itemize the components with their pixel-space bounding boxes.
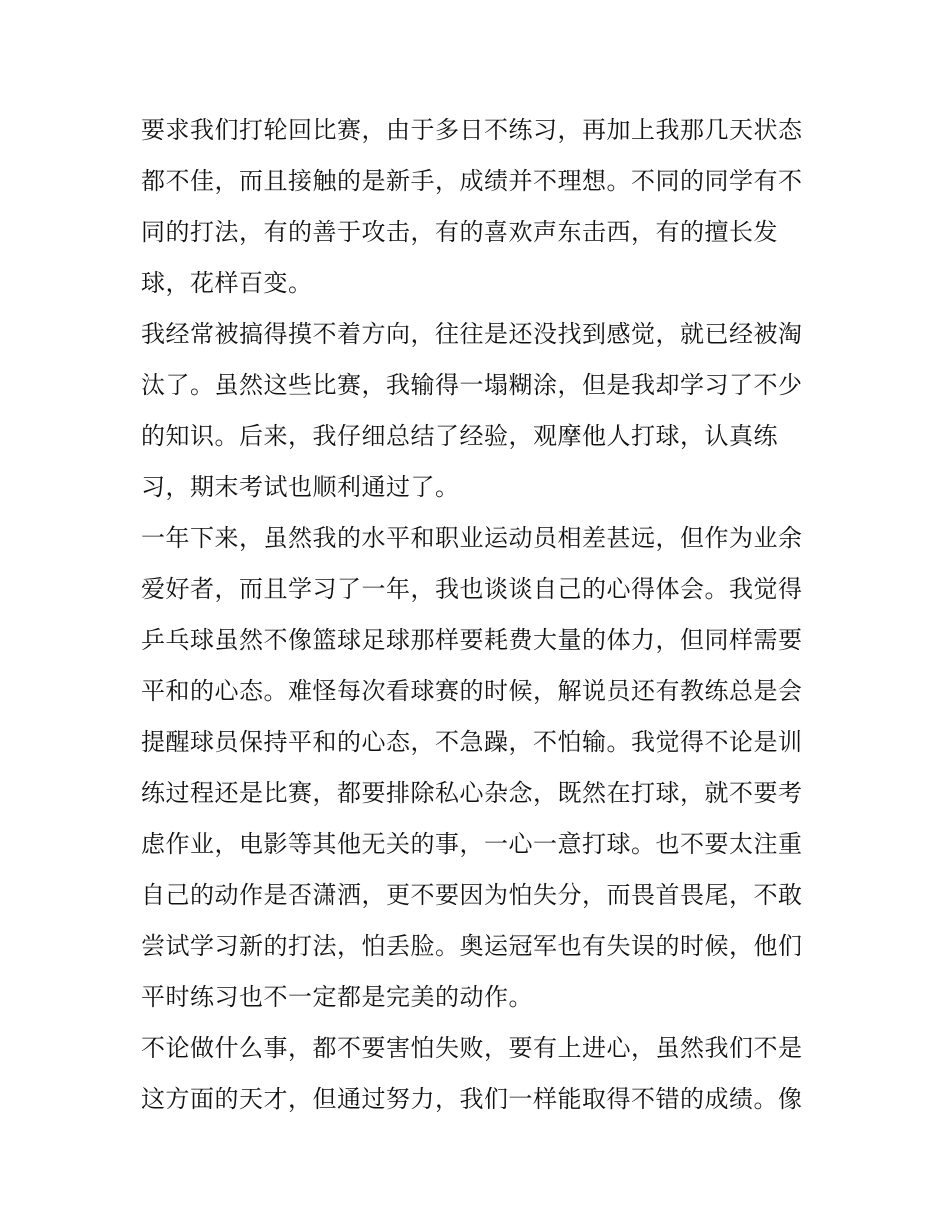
text-line: 汰了。虽然这些比赛，我输得一塌糊涂，但是我却学习了不少 bbox=[141, 371, 803, 399]
paragraph-2 bbox=[141, 309, 813, 513]
text-line: 提醒球员保持平和的心态，不急躁，不怕输。我觉得不论是训 bbox=[141, 728, 803, 756]
text-line: 同的打法，有的善于攻击，有的喜欢声东击西，有的擅长发 bbox=[141, 218, 778, 246]
text-line: 乒乓球虽然不像篮球足球那样要耗费大量的体力，但同样需要 bbox=[141, 626, 803, 654]
text-line: 要求我们打轮回比赛，由于多日不练习，再加上我那几天状态 bbox=[141, 116, 803, 144]
text-line: 不论做什么事，都不要害怕失败，要有上进心，虽然我们不是 bbox=[141, 1034, 803, 1062]
text-line: 都不佳，而且接触的是新手，成绩并不理想。不同的同学有不 bbox=[141, 167, 803, 195]
text-line: 平时练习也不一定都是完美的动作。 bbox=[141, 983, 533, 1011]
text-line: 一年下来，虽然我的水平和职业运动员相差甚远，但作为业余 bbox=[141, 524, 803, 552]
text-line: 平和的心态。难怪每次看球赛的时候，解说员还有教练总是会 bbox=[141, 677, 803, 705]
paragraph-3 bbox=[141, 513, 813, 1023]
document-body bbox=[141, 105, 813, 1125]
text-line: 球，花样百变。 bbox=[141, 269, 313, 297]
text-line: 虑作业，电影等其他无关的事，一心一意打球。也不要太注重 bbox=[141, 830, 803, 858]
text-line: 习，期末考试也顺利通过了。 bbox=[141, 473, 460, 501]
text-line: 尝试学习新的打法，怕丢脸。奥运冠军也有失误的时候，他们 bbox=[141, 932, 803, 960]
text-line: 的知识。后来，我仔细总结了经验，观摩他人打球，认真练 bbox=[141, 422, 778, 450]
paragraph-1 bbox=[141, 105, 813, 309]
text-line: 我经常被搞得摸不着方向，往往是还没找到感觉，就已经被淘 bbox=[141, 320, 803, 348]
text-line: 这方面的天才，但通过努力，我们一样能取得不错的成绩。像 bbox=[141, 1085, 803, 1113]
text-line: 练过程还是比赛，都要排除私心杂念，既然在打球，就不要考 bbox=[141, 779, 803, 807]
text-line: 自己的动作是否潇洒，更不要因为怕失分，而畏首畏尾，不敢 bbox=[141, 881, 803, 909]
paragraph-4 bbox=[141, 1023, 813, 1125]
text-line: 爱好者，而且学习了一年，我也谈谈自己的心得体会。我觉得 bbox=[141, 575, 803, 603]
